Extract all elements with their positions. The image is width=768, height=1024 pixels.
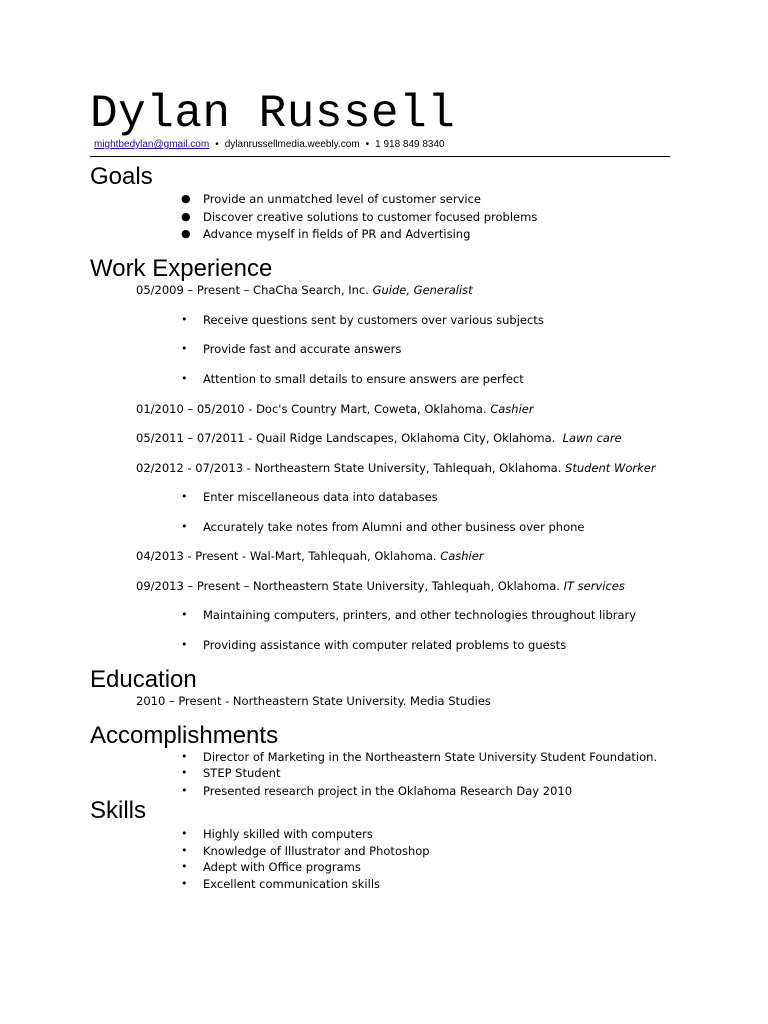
bullet-icon: • — [181, 750, 188, 763]
accomplishment-item: STEP Student — [203, 766, 281, 780]
skill-item: Excellent communication skills — [203, 877, 381, 891]
job-role: Cashier — [440, 549, 484, 563]
phone-text: 1 918 849 8340 — [375, 139, 445, 150]
email-link[interactable]: mightbedylan@gmail.com — [94, 139, 210, 150]
bullet-icon: ● — [181, 227, 191, 240]
accomplishments-heading: Accomplishments — [90, 722, 279, 749]
bullet-icon: • — [181, 520, 188, 533]
job-line: 05/2009 – Present – ChaCha Search, Inc. — [136, 283, 369, 297]
job-line: 02/2012 - 07/2013 - Northeastern State University, Tahlequah, Oklahoma. — [136, 461, 562, 475]
job-role: Lawn care — [562, 431, 622, 445]
goal-item: Discover creative solutions to customer focused problems — [203, 210, 538, 224]
job-entry — [136, 283, 473, 297]
job-entry — [136, 402, 534, 416]
job-entry — [136, 549, 484, 563]
work-heading: Work Experience — [90, 255, 273, 282]
job-role: IT services — [563, 579, 625, 593]
bullet-icon: • — [181, 766, 188, 779]
education-line: 2010 – Present - Northeastern State University. Media Studies — [136, 694, 491, 708]
job-bullet: Enter miscellaneous data into databases — [203, 490, 438, 504]
bullet-icon: • — [181, 372, 188, 385]
goal-item: Provide an unmatched level of customer service — [203, 192, 481, 206]
job-entry — [136, 431, 622, 445]
skill-item: Knowledge of Illustrator and Photoshop — [203, 844, 430, 858]
bullet-icon: • — [181, 877, 188, 890]
bullet-icon: • — [181, 860, 188, 873]
bullet-icon: • — [181, 844, 188, 857]
education-heading: Education — [90, 666, 197, 693]
skill-item: Highly skilled with computers — [203, 827, 373, 841]
bullet-icon: • — [181, 784, 188, 797]
bullet-icon: • — [181, 827, 188, 840]
bullet-icon: • — [181, 342, 188, 355]
bullet-icon: • — [181, 490, 188, 503]
job-role: Student Worker — [565, 461, 656, 475]
job-bullet: Accurately take notes from Alumni and other business over phone — [203, 520, 585, 534]
job-bullet: Attention to small details to ensure answers are perfect — [203, 372, 524, 386]
skill-item: Adept with Office programs — [203, 860, 361, 874]
job-bullet: Provide fast and accurate answers — [203, 342, 402, 356]
header-divider — [90, 156, 670, 157]
contact-line — [94, 139, 445, 151]
job-bullet: Maintaining computers, printers, and other technologies throughout library — [203, 608, 637, 622]
job-role: Cashier — [490, 402, 534, 416]
accomplishment-item: Presented research project in the Oklahoma Research Day 2010 — [203, 784, 573, 798]
website-text: dylanrussellmedia.weebly.com — [224, 139, 360, 150]
accomplishment-item: Director of Marketing in the Northeastern State University Student Foundation. — [203, 750, 658, 764]
skills-heading: Skills — [90, 797, 147, 824]
job-role: Guide, Generalist — [372, 283, 473, 297]
job-line: 09/2013 – Present – Northeastern State University, Tahlequah, Oklahoma. — [136, 579, 560, 593]
separator: • — [215, 139, 219, 150]
job-line: 05/2011 – 07/2011 - Quail Ridge Landscapes, Oklahoma City, Oklahoma. — [136, 431, 556, 445]
candidate-name: Dylan Russell — [90, 88, 456, 140]
goals-heading: Goals — [90, 163, 153, 190]
job-bullet: Receive questions sent by customers over various subjects — [203, 313, 544, 327]
job-entry — [136, 461, 656, 475]
bullet-icon: • — [181, 313, 188, 326]
job-bullet: Providing assistance with computer related problems to guests — [203, 638, 567, 652]
bullet-icon: ● — [181, 192, 191, 205]
job-line: 01/2010 – 05/2010 - Doc's Country Mart, Coweta, Oklahoma. — [136, 402, 487, 416]
bullet-icon: • — [181, 638, 188, 651]
bullet-icon: ● — [181, 210, 191, 223]
goal-item: Advance myself in fields of PR and Advertising — [203, 227, 471, 241]
job-entry — [136, 579, 625, 593]
separator: • — [365, 139, 370, 150]
bullet-icon: • — [181, 608, 188, 621]
job-line: 04/2013 - Present - Wal-Mart, Tahlequah, Oklahoma. — [136, 549, 437, 563]
